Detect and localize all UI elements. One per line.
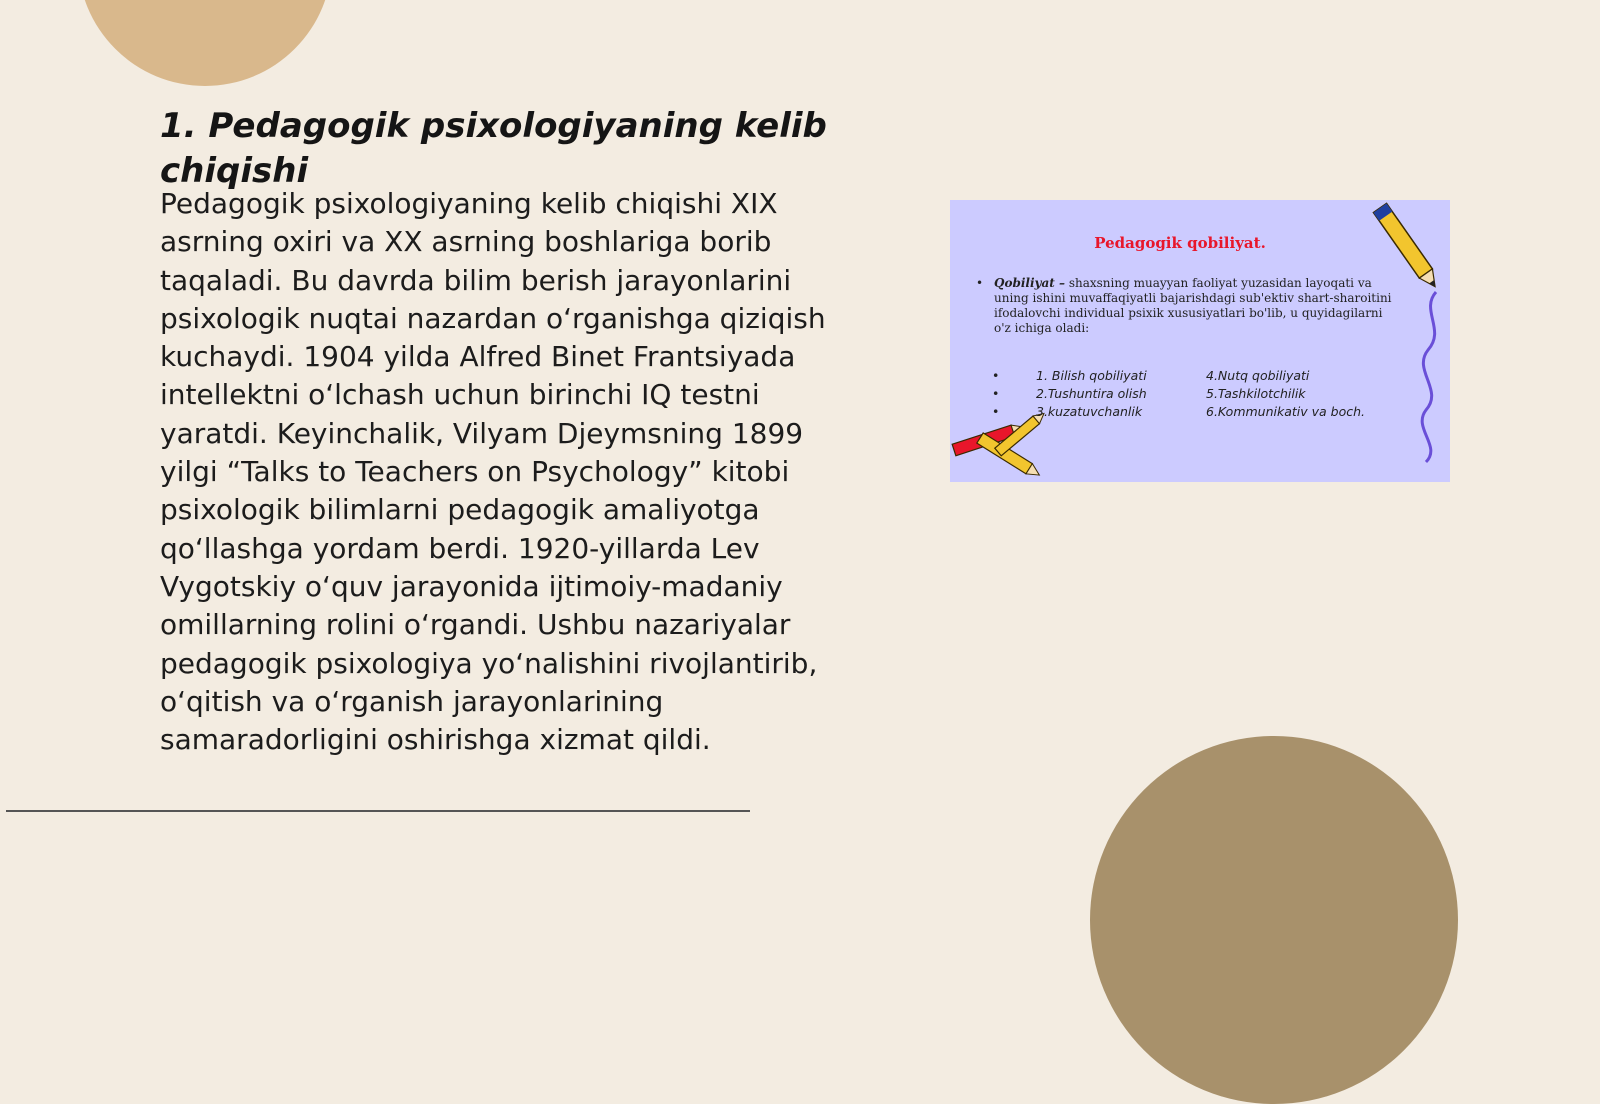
ability-item: 4.Nutq qobiliyati [1206,368,1310,383]
bullet-mark: • [992,404,1000,419]
definition-block [976,276,1394,336]
ability-item: 2.Tushuntira olish [1036,386,1147,401]
body-paragraph: Pedagogik psixologiyaning kelib chiqishi XIX asrning oxiri va XX asrning boshlariga borib taqaladi. Bu davrda bilim berish jarayonlarini psixologik nuqtai nazardan o‘rganishga qiziqish kuchaydi. 1904 yilda Alfred Binet Frantsiyada intellektni o‘lchash uchun birinchi IQ testni yaratdi. Keyinchalik, Vilyam Djeymsning 1899 yilgi “Talks to Teachers on Psychology” kitobi psixologik bilimlarni pedagogik amaliyotga qo‘llashga yordam berdi. 1920-yillarda Lev Vygotskiy o‘quv jarayonida ijtimoiy-madaniy omillarning rolini o‘rgandi. Ushbu nazariyalar pedagogik psixologiya yo‘nalishini rivojlantirib, o‘qitish va o‘rganish jarayonlarining samaradorligini oshirishga xizmat qildi. [160,187,826,757]
ability-item: 1. Bilish qobiliyati [1036,368,1147,383]
image-title: Pedagogik qobiliyat. [1094,234,1266,252]
bullet-mark: • [976,276,984,290]
ability-row [976,404,1416,422]
definition-term: Qobiliyat – [994,276,1065,290]
ability-item: 5.Tashkilotchilik [1206,386,1306,401]
bullet-mark: • [992,368,1000,383]
bullet-mark: • [992,386,1000,401]
decorative-circle-bottom [1090,736,1458,1104]
ability-row [976,386,1416,404]
ability-row [976,368,1416,386]
ability-item: 6.Kommunikativ va boch. [1206,404,1366,419]
embedded-slide-image [950,200,1450,482]
squiggle-line [1422,292,1436,462]
slide-title: 1. Pedagogik psixologiyaning kelib chiqishi [160,106,827,191]
divider-line [6,810,750,812]
ability-item: 3.kuzatuvchanlik [1036,404,1143,419]
decorative-circle-top [78,0,332,86]
definition-text: shaxsning muayyan faoliyat yuzasidan layoqati va uning ishini muvaffaqiyatli bajarishdagi sub'ektiv shart-sharoitini ifodalovchi individual psixik xususiyatlari bo'lib, u quyidagilarni o'z ichiga oladi: [994,276,1392,335]
